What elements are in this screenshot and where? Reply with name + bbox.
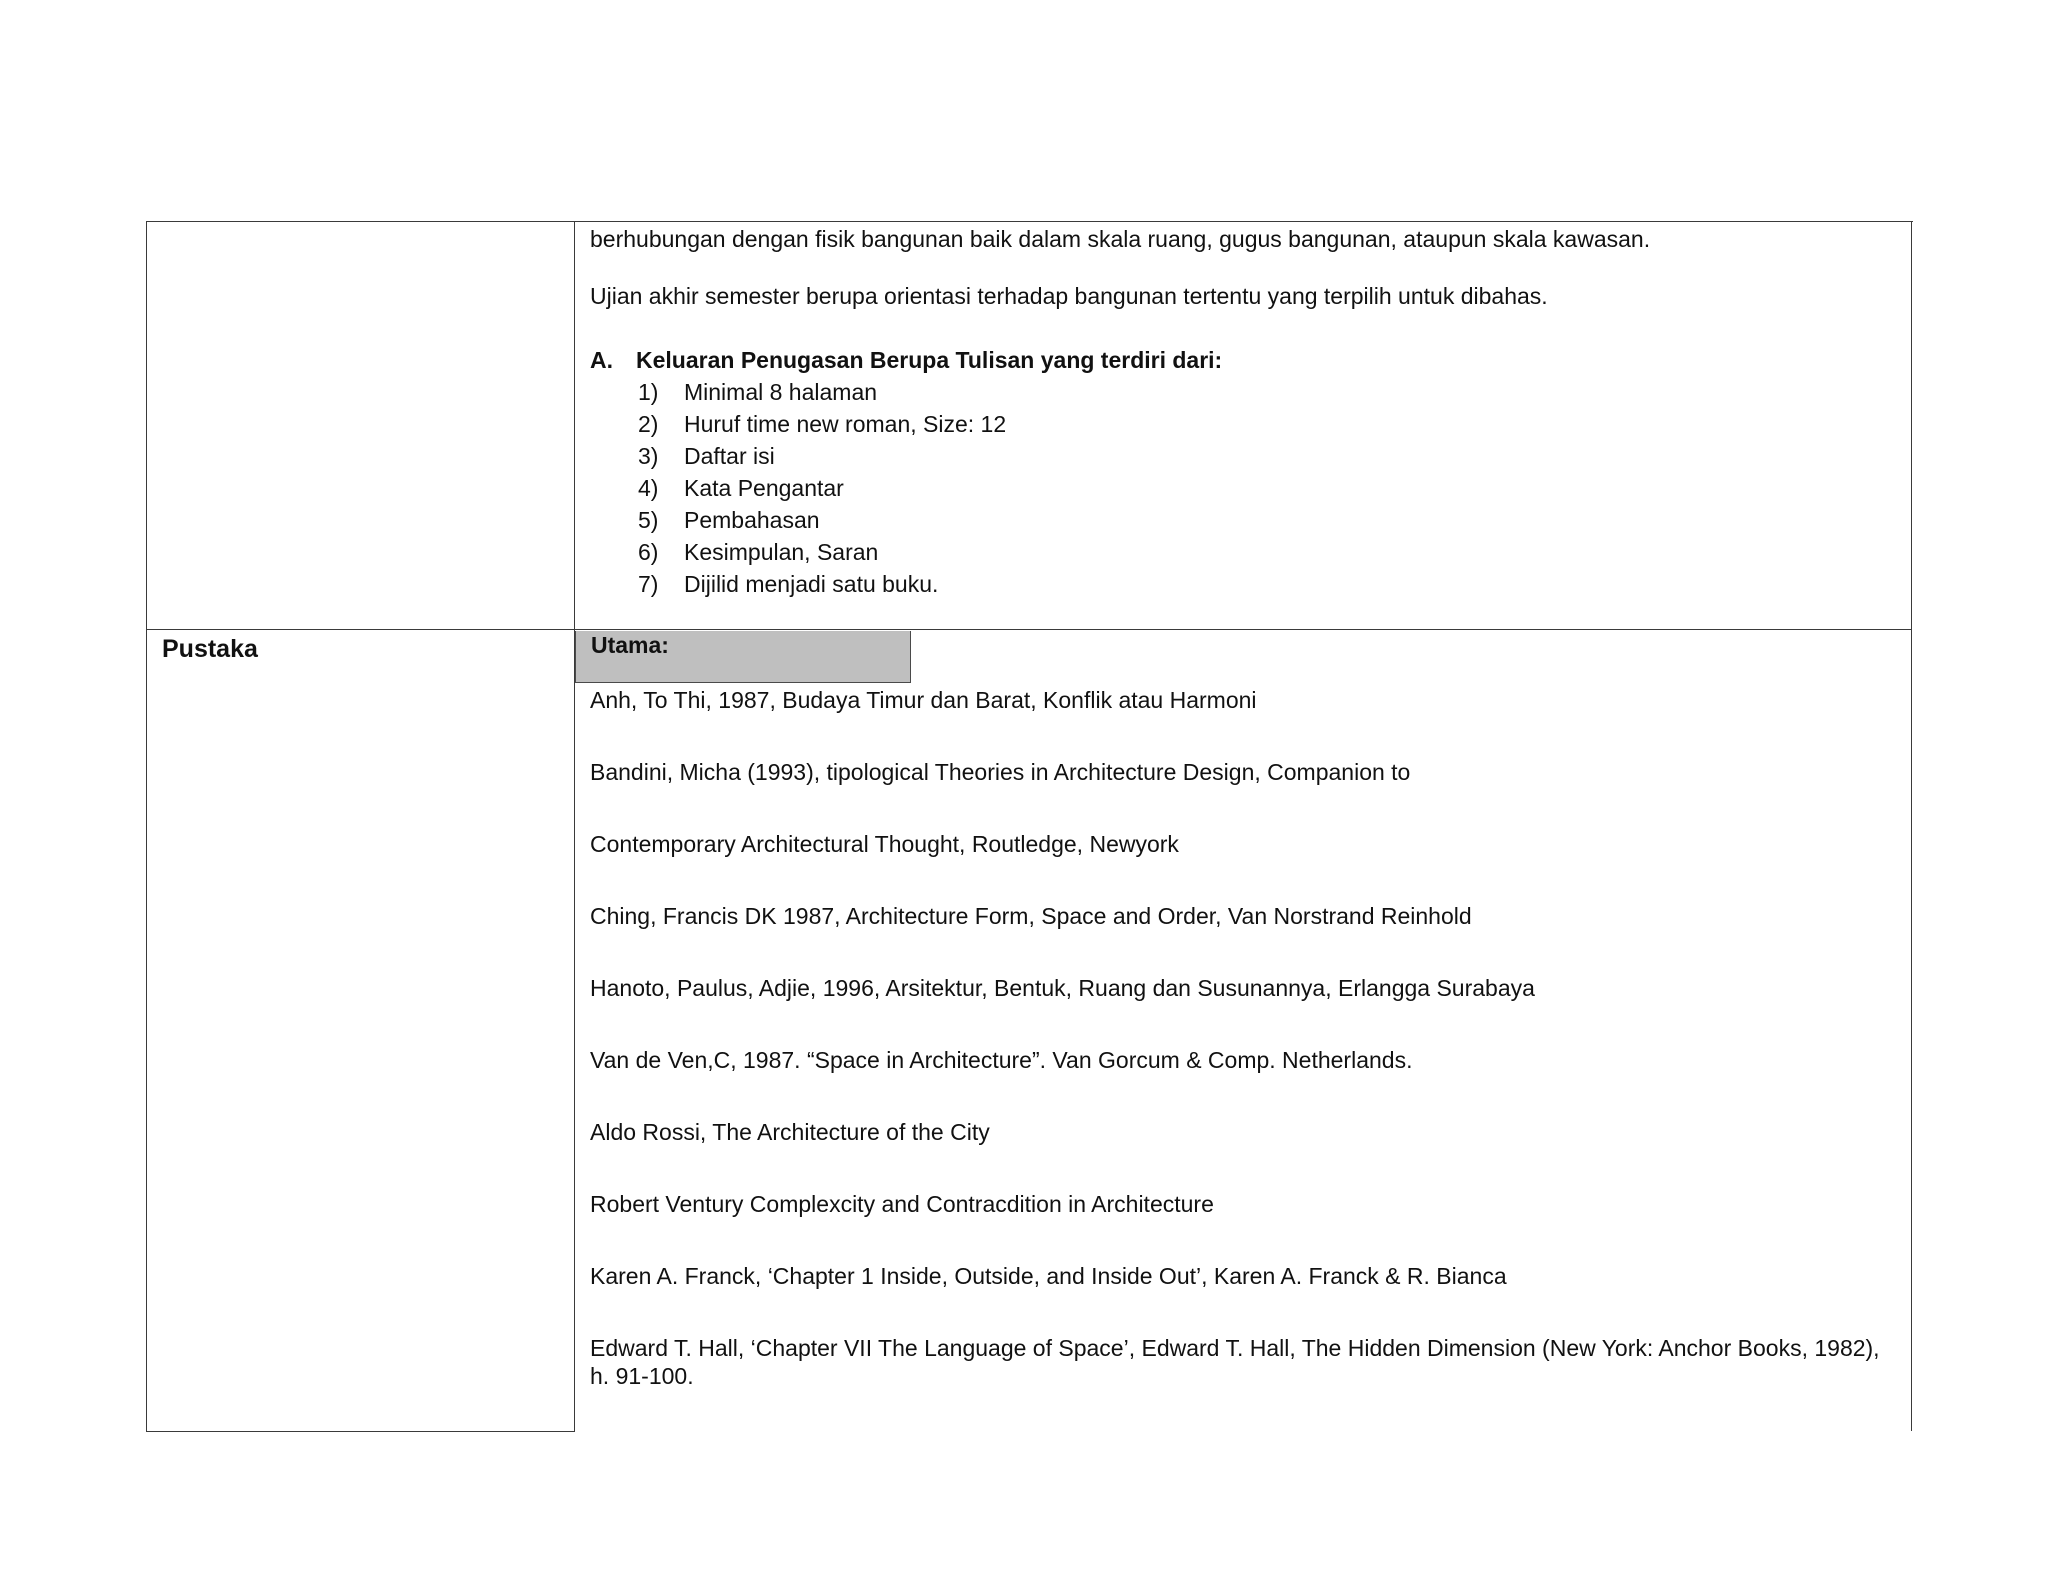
continuation-text: berhubungan dengan fisik bangunan baik dalam skala ruang, gugus bangunan, ataupun skala kawasan. xyxy=(590,226,1651,252)
list-text: Kata Pengantar xyxy=(684,475,844,501)
list-number: 6) xyxy=(638,539,659,565)
list-number: 5) xyxy=(638,507,659,533)
utama-header-cell xyxy=(575,631,911,683)
list-text: Pembahasan xyxy=(684,507,820,533)
utama-header-text: Utama: xyxy=(591,632,669,658)
assignment-list xyxy=(638,377,1006,601)
reference-item: Bandini, Micha (1993), tipological Theories in Architecture Design, Companion to xyxy=(590,759,1411,785)
table-column-divider xyxy=(574,221,575,1431)
list-text: Minimal 8 halaman xyxy=(684,379,878,405)
table-top-border xyxy=(146,221,1913,222)
reference-item: Contemporary Architectural Thought, Routledge, Newyork xyxy=(590,831,1179,857)
list-number: 2) xyxy=(638,411,659,437)
table-row-divider xyxy=(146,629,1912,630)
assignment-heading xyxy=(590,347,1222,374)
list-item xyxy=(638,441,1006,473)
list-number: 3) xyxy=(638,443,659,469)
reference-list xyxy=(590,686,1900,1390)
list-number: 4) xyxy=(638,475,659,501)
list-text: Kesimpulan, Saran xyxy=(684,539,879,565)
list-text: Daftar isi xyxy=(684,443,775,469)
table-left-border xyxy=(146,221,147,1431)
reference-item: Edward T. Hall, ‘Chapter VII The Language of Space’, Edward T. Hall, The Hidden Dimension (New York: Anchor Books, 1982), h. 91-100. xyxy=(590,1335,1880,1389)
reference-item: Hanoto, Paulus, Adjie, 1996, Arsitektur, Bentuk, Ruang dan Susunannya, Erlangga Surabaya xyxy=(590,975,1535,1001)
list-text: Huruf time new roman, Size: 12 xyxy=(684,411,1007,437)
reference-item: Ching, Francis DK 1987, Architecture Form, Space and Order, Van Norstrand Reinhold xyxy=(590,903,1472,929)
list-number: 7) xyxy=(638,571,659,597)
reference-item: Robert Ventury Complexcity and Contracdition in Architecture xyxy=(590,1191,1214,1217)
list-item xyxy=(638,537,1006,569)
reference-item: Anh, To Thi, 1987, Budaya Timur dan Barat, Konflik atau Harmoni xyxy=(590,687,1257,713)
heading-text: Keluaran Penugasan Berupa Tulisan yang terdiri dari: xyxy=(636,347,1223,373)
list-number: 1) xyxy=(638,379,659,405)
list-item xyxy=(638,569,1006,601)
list-item xyxy=(638,409,1006,441)
list-text: Dijilid menjadi satu buku. xyxy=(684,571,939,597)
table-bottom-border-left xyxy=(146,1431,575,1432)
list-item xyxy=(638,377,1006,409)
reference-item: Van de Ven,C, 1987. “Space in Architecture”. Van Gorcum & Comp. Netherlands. xyxy=(590,1047,1413,1073)
reference-item: Aldo Rossi, The Architecture of the City xyxy=(590,1119,990,1145)
heading-letter: A. xyxy=(590,347,613,373)
reference-item: Karen A. Franck, ‘Chapter 1 Inside, Outside, and Inside Out’, Karen A. Franck & R. Bianca xyxy=(590,1263,1507,1289)
list-item xyxy=(638,473,1006,505)
pustaka-label: Pustaka xyxy=(162,635,258,663)
table-right-border xyxy=(1911,221,1912,1431)
list-item xyxy=(638,505,1006,537)
exam-text: Ujian akhir semester berupa orientasi terhadap bangunan tertentu yang terpilih untuk dibahas. xyxy=(590,283,1548,309)
